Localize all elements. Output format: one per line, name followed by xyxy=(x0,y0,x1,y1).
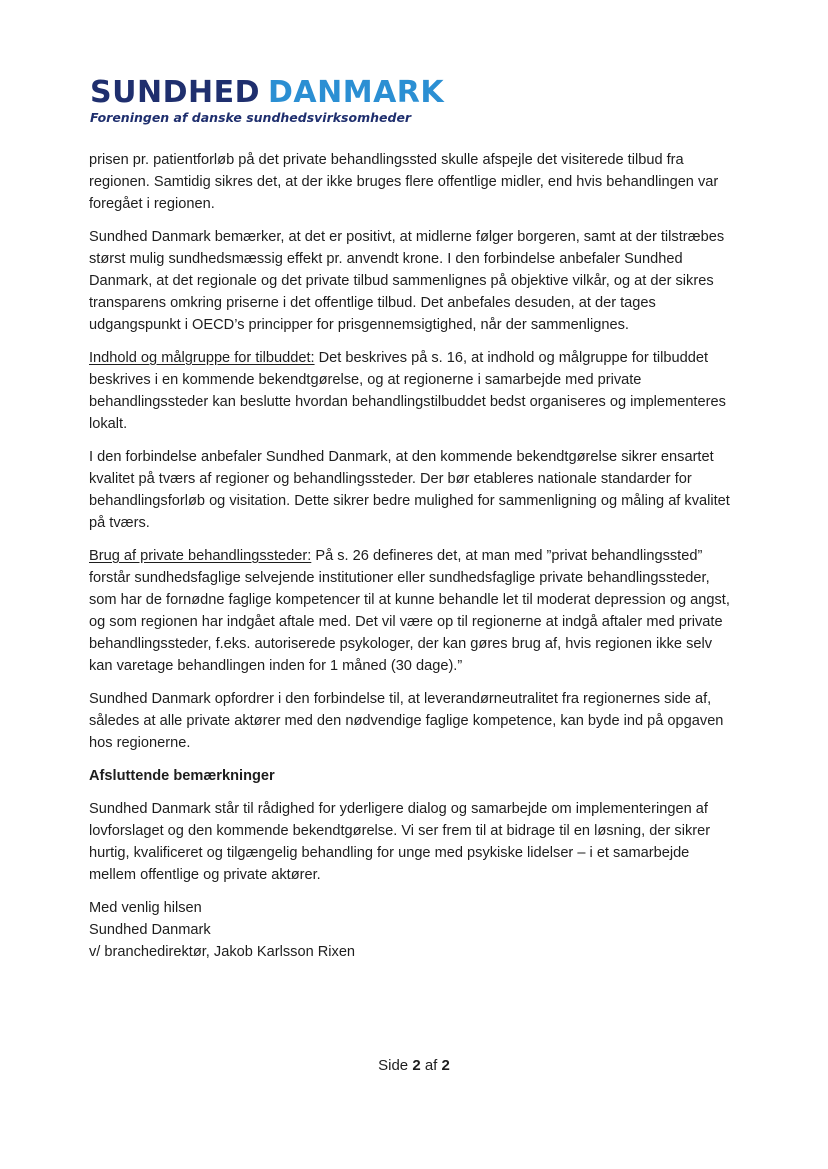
signature-signatory: v/ branchedirektør, Jakob Karlsson Rixen xyxy=(89,944,356,960)
page-number-prefix: Side xyxy=(378,1057,413,1074)
signature-organization: Sundhed Danmark xyxy=(89,922,211,938)
page-number-total: 2 xyxy=(441,1057,450,1074)
paragraph-text: Det beskrives på s. 16, at indhold og målgruppe for tilbuddet beskrives i en kommende bekendtgørelse, og at regionerne i samarbejde med private behandlingssteder kan beslutte hvordan behandlingstilbuddet bedst organiseres og implementeres lokalt. xyxy=(89,350,726,432)
letter-body xyxy=(89,149,739,963)
section-label-content-target-group: Indhold og målgruppe for tilbuddet: xyxy=(89,350,315,366)
paragraph-supplier-neutrality: Sundhed Danmark opfordrer i den forbindelse til, at leverandørneutralitet fra regionernes side af, således at alle private aktører med den nødvendige faglige kompetence, kan byde ind på opgaven hos regionerne. xyxy=(89,691,724,751)
signature-block xyxy=(89,897,739,963)
page-number-separator: af xyxy=(420,1057,442,1074)
page-number xyxy=(0,1056,828,1076)
logo-word-sundhed: SUNDHED xyxy=(90,75,260,110)
paragraph-private-providers xyxy=(89,545,739,677)
paragraph-closing: Sundhed Danmark står til rådighed for yderligere dialog og samarbejde om implementeringen af lovforslaget og den kommende bekendtgørelse. Vi ser frem til at bidrage til en løsning, der sikrer hurtig, kvalificeret og tilgængelig behandling for unge med psykiske lidelser – i et samarbejde mellem offentlige og private aktører. xyxy=(89,801,711,883)
organization-logo xyxy=(90,75,445,125)
section-label-private-providers: Brug af private behandlingssteder: xyxy=(89,548,312,564)
paragraph-uniform-quality: I den forbindelse anbefaler Sundhed Danmark, at den kommende bekendtgørelse sikrer ensartet kvalitet på tværs af regioner og behandlingssteder. Der bør etableres nationale standarder for behandlingsforløb og visitation. Dette sikrer bedre mulighed for sammenligning og måling af kvalitet på tværs. xyxy=(89,449,730,531)
section-heading-closing-remarks: Afsluttende bemærkninger xyxy=(89,768,275,784)
paragraph-pricing: prisen pr. patientforløb på det private behandlingssted skulle afspejle det visiterede tilbud fra regionen. Samtidig sikres det, at der ikke bruges flere offentlige midler, end hvis behandlingen var foregået i regionen. xyxy=(89,152,719,212)
logo-subtitle: Foreningen af danske sundhedsvirksomheder xyxy=(90,110,412,125)
paragraph-content-target-group xyxy=(89,347,739,435)
paragraph-funding-follows-citizen: Sundhed Danmark bemærker, at det er positivt, at midlerne følger borgeren, samt at der tilstræbes størst mulig sundhedsmæssig effekt pr. anvendt krone. I den forbindelse anbefaler Sundhed Danmark, at det regionale og det private tilbud sammenlignes på objektive vilkår, og at der sikres transparens omkring priserne i det offentlige tilbud. Det anbefales desuden, at der tages udgangspunkt i OECD’s principper for prisgennemsigtighed, når der sammenlignes. xyxy=(89,229,725,333)
logo-wordmark xyxy=(90,75,445,110)
signature-greeting: Med venlig hilsen xyxy=(89,900,202,916)
logo-word-danmark: DANMARK xyxy=(267,75,445,110)
page-number-current: 2 xyxy=(412,1057,421,1074)
paragraph-text: På s. 26 defineres det, at man med ”privat behandlingssted” forstår sundhedsfaglige selvejende institutioner eller sundhedsfaglige private behandlingssteder, som har de fornødne faglige kompetencer til at kunne behandle let til moderat depression og angst, og som regionen har indgået aftale med. Det vil være op til regionerne at indgå aftaler med private behandlingssteder, f.eks. autoriserede psykologer, der kan gøres brug af, hvis regionen ikke selv kan varetage behandlingen inden for 1 måned (30 dage).” xyxy=(89,548,730,674)
